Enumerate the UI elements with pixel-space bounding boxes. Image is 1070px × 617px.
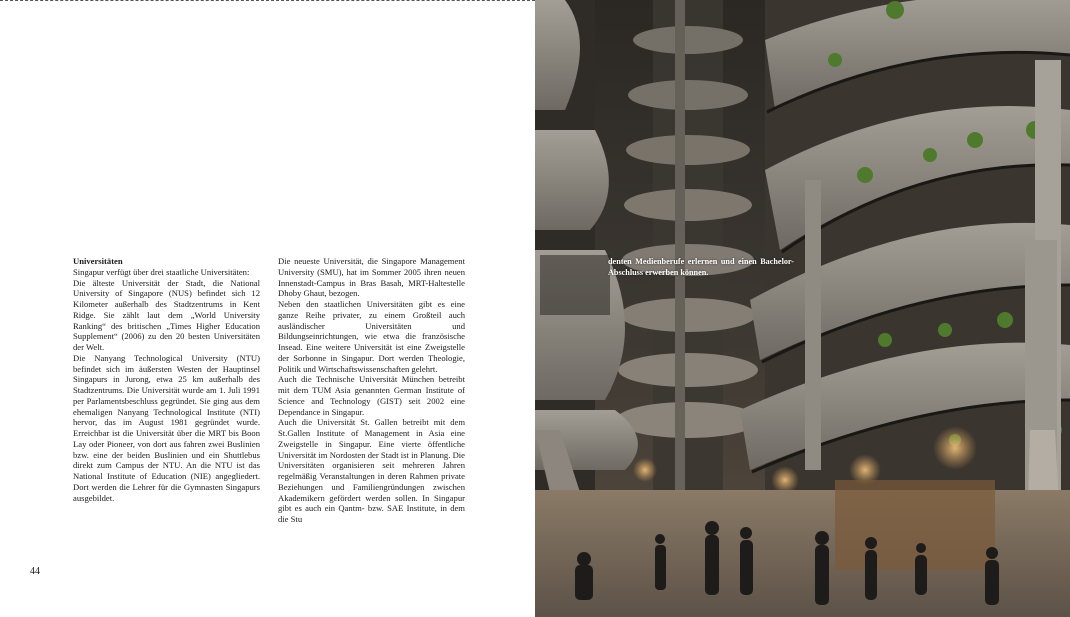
page-top-rule	[0, 0, 535, 1]
paragraph: Die neueste Universität, die Singapore Management University (SMU), hat im Sommer 2005 ihren neuen Innenstadt-Campus in Bras Basah, MRT-Haltestelle Dhoby Ghaut, bezogen.	[278, 256, 465, 299]
photo-caption-text: denten Medienberufe erlernen und einen Bachelor-Abschluss erwerben können.	[608, 257, 794, 277]
campus-photo	[535, 0, 1070, 617]
section-heading: Universitäten	[73, 256, 123, 266]
paragraph: Neben den staatlichen Universitäten gibt es eine ganze Reihe privater, zu einem Großteil auch ausländischer Universitäten und Bildungseinrichtungen, wie etwa die französische Insead. Eine weitere Universität ist eine Zweigstelle der Sorbonne in Singapur. Dort werden Theologie, Politik und Wirtschaftswissenschaften gelehrt.	[278, 299, 465, 374]
wood-wall	[835, 480, 995, 570]
paragraph: Die älteste Universität der Stadt, die National University of Singapore (NUS) befindet sich 12 Kilometer außerhalb des Stadtzentrums in Kent Ridge. Sie zählt laut dem „World University Ranking“ des britischen „Times Higher Education Supplement“ (2006) zu den 20 besten Universitäten der Welt.	[73, 277, 260, 352]
paragraph: Die Nanyang Technological University (NTU) befindet sich im äußersten Westen der Hauptinsel Singapurs in Jurong, etwa 25 km außerhalb des Stadtzentrums. Die Universität wurde am 1. Juli 1991 per Parlamentsbeschluss gegründet. Sie ging aus dem ehemaligen Nanyang Technological Institute (NTI) hervor, das im August 1981 gegründet wurde. Erreichbar ist die Universität über die MRT bis Boon Lay oder Pioneer, von dort aus fahren zwei Buslinien bzw. eine der beiden Buslinien und ein Shuttlebus direkt zum Campus der NTU. An die NTU ist das National Institute of Education (NIE) angegliedert. Dort werden die Lehrer für die Gymnasten Singapurs ausgebildet.	[73, 352, 260, 503]
paragraph: Singapur verfügt über drei staatliche Universitäten:	[73, 266, 250, 277]
paragraph: Auch die Technische Universität München betreibt mit dem TUM Asia genannten German Institute of Science and Technology (GIST) seit 2002 eine Dependance in Singapur.	[278, 374, 465, 417]
left-text-column	[73, 256, 260, 503]
paragraph: Auch die Universität St. Gallen betreibt mit dem St.Gallen Institute of Management in Asia eine Zweigstelle in Singapur. Eine vierte öffentliche Universität im Nordosten der Stadt ist in Planung. Die Universitäten organisieren seit mehreren Jahren regelmäßig Veranstaltungen in deren Rahmen private Beziehungen und Familiengründungen zwischen Akademikern gefördert werden sollen. In Singapur gibt es auch ein Qantm- bzw. SAE Institute, in dem die Stu	[278, 417, 465, 524]
right-text-column	[278, 256, 465, 525]
page-number: 44	[30, 566, 40, 577]
